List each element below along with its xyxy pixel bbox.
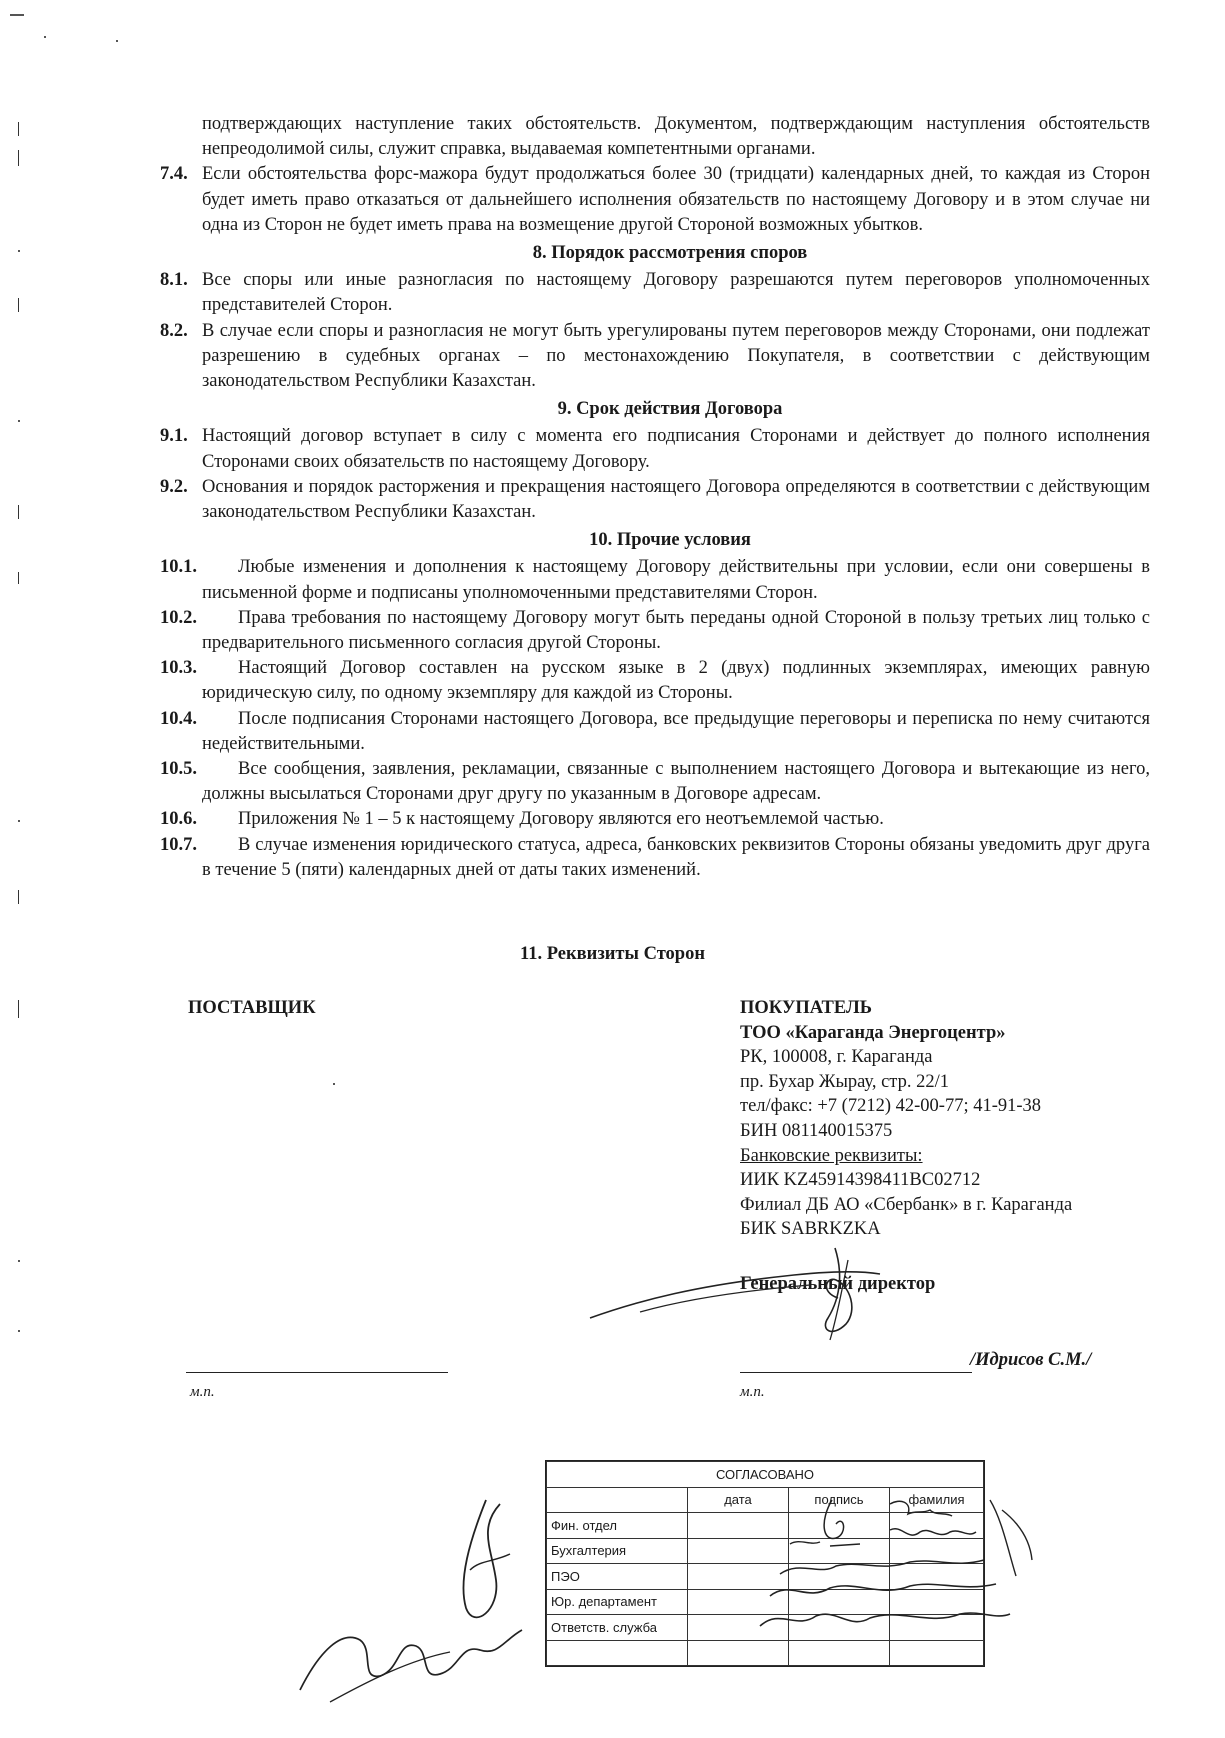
paragraph-number: 8.1. xyxy=(160,270,188,291)
paragraph-10-5 xyxy=(160,757,1150,807)
scan-speck xyxy=(116,40,118,42)
scan-speck xyxy=(18,1330,20,1332)
scan-speck xyxy=(333,1083,335,1085)
paragraph-text: После подписания Сторонами настоящего Договора, все предыдущие переговоры и переписка по нему считаются недействительными. xyxy=(202,708,1150,754)
paragraph-text: Любые изменения и дополнения к настоящему Договору действительны при условии, если они совершены в письменной форме и подписаны уполномоченными представителями Сторон. xyxy=(202,557,1150,603)
scan-speck xyxy=(18,420,20,422)
paragraph-8-1 xyxy=(160,268,1150,318)
paragraph-10-3 xyxy=(160,656,1150,706)
supplier-label: ПОСТАВЩИК xyxy=(188,998,316,1018)
paragraph-number: 10.5. xyxy=(160,759,197,780)
contract-body xyxy=(160,112,1150,883)
paragraph-number: 10.4. xyxy=(160,708,197,729)
paragraph-text: Настоящий договор вступает в силу с момента его подписания Сторонами и действует до полного исполнения Сторонами своих обязательств по настоящему Договору. xyxy=(202,426,1150,472)
scan-edge-mark xyxy=(18,890,19,904)
scan-edge-mark xyxy=(18,1000,19,1018)
buyer-iik: ИИК KZ45914398411BC02712 xyxy=(740,1170,981,1191)
paragraph-text: Все споры или иные разногласия по настоящему Договору разрешаются путем переговоров уполномоченных представителей Сторон. xyxy=(202,270,1150,316)
buyer-phone: тел/факс: +7 (7212) 42-00-77; 41-91-38 xyxy=(740,1096,1042,1117)
buyer-address-street: пр. Бухар Жырау, стр. 22/1 xyxy=(740,1071,949,1092)
paragraph-text: В случае изменения юридического статуса, адреса, банковских реквизитов Стороны обязаны уведомить друг друга в течение 5 (пяти) календарных дней от даты таких изменений. xyxy=(202,834,1150,880)
paragraph-10-2 xyxy=(160,606,1150,656)
approval-signatures xyxy=(740,1480,1040,1670)
paragraph-text: Основания и порядок расторжения и прекращения настоящего Договора определяются в соответствии с действующим законодательством Республики Казахстан. xyxy=(202,476,1150,523)
supplier-side-signature xyxy=(290,1480,540,1720)
paragraph-number: 10.1. xyxy=(160,557,197,578)
buyer-label: ПОКУПАТЕЛЬ xyxy=(740,998,872,1018)
paragraph-text: Все сообщения, заявления, рекламации, связанные с выполнением настоящего Договора и вытекающие из него, должны высылаться Сторонами друг другу по указанным в Договоре адресам. xyxy=(202,759,1150,805)
approval-title: СОГЛАСОВАНО xyxy=(547,1462,984,1488)
buyer-block xyxy=(740,996,1072,1242)
scan-speck xyxy=(18,1260,20,1262)
paragraph-number: 9.1. xyxy=(160,426,188,447)
paragraph-7-4 xyxy=(160,162,1150,238)
buyer-address-city: РК, 100008, г. Караганда xyxy=(740,1047,933,1068)
paragraph-8-2 xyxy=(160,319,1150,395)
section-10-heading: 10. Прочие условия xyxy=(589,530,751,551)
department-label xyxy=(547,1640,688,1666)
scan-edge-mark xyxy=(18,150,19,166)
buyer-signatory-name: /Идрисов С.М./ xyxy=(970,1350,1092,1370)
paragraph-7-3-continuation: подтверждающих наступление таких обстоятельств. Документом, подтверждающим наступления обстоятельств непреодолимой силы, служит справка, выдаваемая компетентными органами. xyxy=(202,114,1150,160)
scan-speck xyxy=(18,250,20,252)
paragraph-text: В случае если споры и разногласия не могут быть урегулированы путем переговоров между Сторонами, они подлежат разрешению в судебных органах – по местонахождению Покупателя, в соответствии с действующим законодательством Республики Казахстан. xyxy=(202,320,1150,392)
paragraph-number: 7.4. xyxy=(160,164,188,185)
department-label: Фин. отдел xyxy=(547,1513,688,1539)
section-11-heading: 11. Реквизиты Сторон xyxy=(520,944,705,964)
paragraph-text: Если обстоятельства форс-мажора будут продолжаться более 30 (тридцати) календарных дней, то каждая из Сторон будет иметь право отказаться от дальнейшего исполнения обязательств по настоящему Договору и в этом случае ни одна из Сторон не будет иметь права на возмещение другой Стороной возможных убытков. xyxy=(202,164,1150,235)
scan-speck xyxy=(44,36,46,38)
column-header: дата xyxy=(688,1487,789,1513)
buyer-bank: Филиал ДБ АО «Сбербанк» в г. Караганда xyxy=(740,1194,1073,1215)
scan-edge-mark xyxy=(18,298,19,312)
paragraph-text: Настоящий Договор составлен на русском языке в 2 (двух) подлинных экземплярах, имеющих равную юридическую силу, по одному экземпляру для каждой из Стороны. xyxy=(202,658,1150,704)
paragraph-10-7 xyxy=(160,833,1150,883)
scan-edge-mark xyxy=(18,505,19,519)
supplier-stamp-place: м.п. xyxy=(190,1384,215,1400)
scan-speck xyxy=(18,820,20,822)
department-label: Бухгалтерия xyxy=(547,1538,688,1564)
supplier-signature-line xyxy=(186,1372,448,1373)
buyer-bank-title: Банковские реквизиты: xyxy=(740,1145,923,1166)
paragraph-number: 8.2. xyxy=(160,320,188,341)
column-header: подпись xyxy=(789,1487,890,1513)
director-signature xyxy=(580,1240,940,1350)
paragraph-text: Права требования по настоящему Договору могут быть переданы одной Стороной в пользу третьих лиц только с предварительного письменного согласия другой Стороны. xyxy=(202,607,1150,654)
department-label: Ответств. служба xyxy=(547,1615,688,1641)
scan-speck xyxy=(10,14,24,16)
paragraph-text: Приложения № 1 – 5 к настоящему Договору являются его неотъемлемой частью. xyxy=(238,809,884,830)
paragraph-9-2 xyxy=(160,475,1150,525)
column-header xyxy=(547,1487,688,1513)
paragraph-number: 10.3. xyxy=(160,658,197,679)
buyer-position: Генеральный директор xyxy=(740,1274,936,1294)
buyer-company: ТОО «Караганда Энергоцентр» xyxy=(740,1022,1006,1043)
paragraph-number: 10.7. xyxy=(160,834,197,855)
scan-edge-mark xyxy=(18,122,19,136)
paragraph-10-6 xyxy=(160,807,1150,832)
paragraph-number: 10.6. xyxy=(160,809,197,830)
department-label: Юр. департамент xyxy=(547,1589,688,1615)
paragraph-number: 9.2. xyxy=(160,476,188,497)
section-9-heading: 9. Срок действия Договора xyxy=(557,399,783,420)
paragraph-10-4 xyxy=(160,707,1150,757)
column-header: фамилия xyxy=(890,1487,984,1513)
buyer-bik: БИК SABRKZKA xyxy=(740,1219,881,1240)
department-label: ПЭО xyxy=(547,1564,688,1590)
paragraph-10-1 xyxy=(160,555,1150,605)
paragraph-number: 10.2. xyxy=(160,607,197,628)
scan-edge-mark xyxy=(18,572,19,584)
supplier-block xyxy=(188,996,316,1021)
section-8-heading: 8. Порядок рассмотрения споров xyxy=(532,243,808,264)
paragraph-9-1 xyxy=(160,424,1150,474)
buyer-bin: БИН 081140015375 xyxy=(740,1120,893,1141)
buyer-stamp-place: м.п. xyxy=(740,1384,765,1400)
buyer-signature-line xyxy=(740,1372,972,1373)
